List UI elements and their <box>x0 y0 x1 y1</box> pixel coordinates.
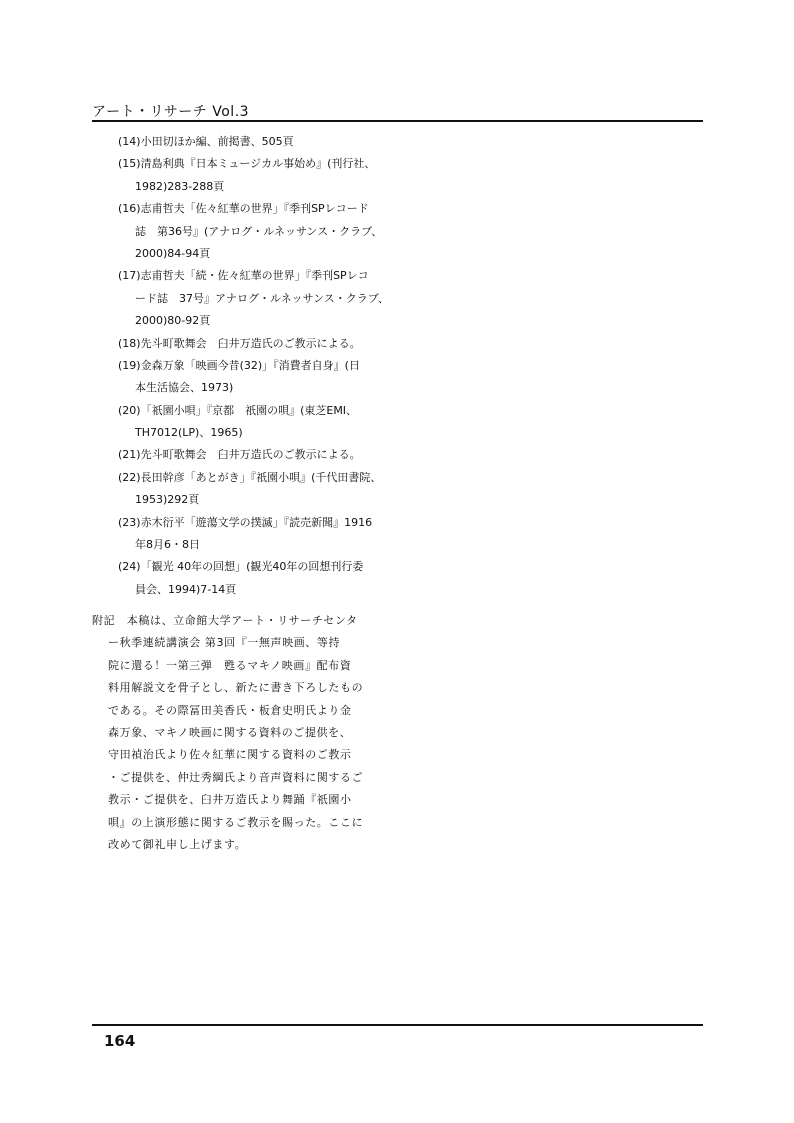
endnote-line: 年8月6・8日 <box>135 538 200 552</box>
endnote-item <box>118 355 390 400</box>
endnote-line: ード誌 37号』アナログ・ルネッサンス・クラブ、 <box>135 291 389 305</box>
endnote-line: (19)金森万象「映画今昔(32)」『消費者自身』(日 <box>118 358 360 372</box>
footer-rule <box>92 1024 703 1026</box>
endnote-line: (18)先斗町歌舞会 臼井万造氏のご教示による。 <box>118 336 361 350</box>
postscript-line: 院に還る！一第三弾 甦るマキノ映画』配布資 <box>108 658 352 672</box>
endnotes-list <box>118 131 390 601</box>
endnote-line: (20)「祇園小唄」『京都 祇園の唄』(東芝EMI、 <box>118 403 358 417</box>
postscript-line: ・ご提供を、仲辻秀綱氏より音声資料に関するご <box>108 770 364 784</box>
page-number: 164 <box>104 1032 136 1050</box>
postscript-block <box>92 610 392 856</box>
endnote-line: (24)「観光 40年の回想」(観光40年の回想刊行委 <box>118 560 364 574</box>
endnote-line: (14)小田切ほか編、前掲書、505頁 <box>118 135 294 148</box>
endnote-line: (22)長田幹彦「あとがき」『祇園小唄』(千代田書院、 <box>118 470 382 484</box>
endnote-line: 2000)80-92頁 <box>135 314 211 328</box>
endnote-line: 員会、1994)7-14頁 <box>135 582 237 596</box>
endnote-item <box>118 198 390 265</box>
endnote-item <box>118 467 390 512</box>
endnote-item <box>118 512 390 557</box>
endnote-line: 本生活協会、1973) <box>135 381 234 395</box>
endnote-line: 2000)84-94頁 <box>135 246 211 260</box>
postscript-line: 唄』の上演形態に関するご教示を賜った。ここに <box>108 815 364 829</box>
postscript-line: 教示・ご提供を、臼井万造氏より舞踊『祇園小 <box>108 793 352 807</box>
header-rule <box>92 120 703 122</box>
postscript-line: 守田禎治氏より佐々紅華に関する資料のご教示 <box>108 748 352 762</box>
endnote-line: (23)赤木衍平「遊蕩文学の撲滅」『読売新聞』1916 <box>118 515 373 529</box>
endnote-line: 1953)292頁 <box>135 493 200 507</box>
postscript-line: 森万象、マキノ映画に関する資料のご提供を、 <box>108 725 352 739</box>
endnote-item <box>118 444 390 466</box>
endnote-line: (17)志甫哲夫「続・佐々紅華の世界」『季刊SPレコ <box>118 269 369 283</box>
endnote-line: 1982)283-288頁 <box>135 179 225 193</box>
endnote-line: 誌 第36号』(アナログ・ルネッサンス・クラブ、 <box>135 224 383 238</box>
endnote-line: (21)先斗町歌舞会 臼井万造氏のご教示による。 <box>118 448 361 462</box>
endnote-item <box>118 333 390 355</box>
postscript-line: 附記 本稿は、立命館大学アート・リサーチセンタ <box>92 614 358 627</box>
endnote-item <box>118 265 390 332</box>
endnote-item <box>118 131 390 153</box>
endnote-item <box>118 400 390 445</box>
postscript-line: ー秋季連続講演会 第3回『一無声映画、等持 <box>108 636 341 650</box>
endnote-line: (15)清島利典『日本ミュージカル事始め』(刊行社、 <box>118 157 376 171</box>
running-header-title: アート・リサーチ Vol.3 <box>92 104 250 120</box>
postscript-line: 料用解説文を骨子とし、新たに書き下ろしたもの <box>108 681 364 695</box>
postscript-line: である。その際冨田美香氏・板倉史明氏より金 <box>108 703 352 717</box>
endnote-item <box>118 153 390 198</box>
endnote-line: (16)志甫哲夫「佐々紅華の世界」『季刊SPレコード <box>118 202 369 216</box>
endnote-line: TH7012(LP)、1965) <box>135 426 243 440</box>
postscript-line: 改めて御礼申し上げます。 <box>108 837 247 851</box>
endnote-item <box>118 556 390 601</box>
